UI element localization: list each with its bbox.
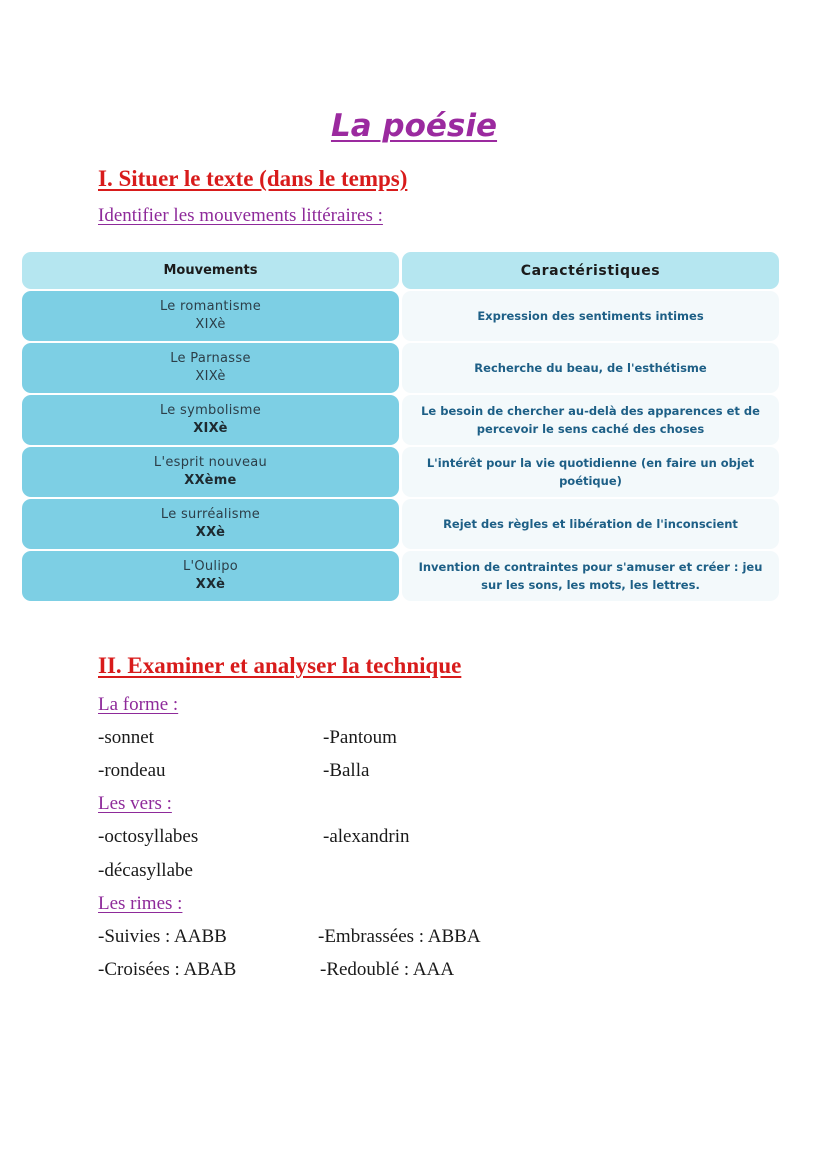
movement-name: Le Parnasse <box>170 351 251 366</box>
characteristic-cell: Invention de contraintes pour s'amuser et créer : jeu sur les sons, les mots, les lettres. <box>402 551 779 601</box>
list-item: -décasyllabe <box>98 860 193 881</box>
list-item: -rondeau <box>98 760 166 781</box>
movement-cell <box>22 447 399 497</box>
characteristic-cell: Expression des sentiments intimes <box>402 291 779 341</box>
table-row <box>22 291 780 341</box>
table-row <box>22 499 780 549</box>
movement-cell <box>22 343 399 393</box>
movement-era: XIXè <box>195 317 226 332</box>
table-row <box>22 447 780 497</box>
movement-cell <box>22 395 399 445</box>
movement-era: XIXè <box>195 369 226 384</box>
table-row <box>22 343 780 393</box>
header-caracteristiques: Caractéristiques <box>402 252 779 289</box>
header-mouvements: Mouvements <box>22 252 399 289</box>
list-item: -octosyllabes <box>98 826 199 847</box>
section-1-subheading: Identifier les mouvements littéraires : <box>98 205 383 226</box>
list-item: -Suivies : AABB <box>98 926 227 947</box>
vers-label: Les vers : <box>98 793 172 814</box>
list-item: -Redoublé : AAA <box>320 959 455 980</box>
movement-name: Le romantisme <box>159 299 262 314</box>
movement-name: Le surréalisme <box>160 507 261 522</box>
movement-name: Le symbolisme <box>159 403 262 418</box>
table-row <box>22 551 780 601</box>
list-item: -alexandrin <box>323 826 410 847</box>
section-1-heading: I. Situer le texte (dans le temps) <box>98 166 408 191</box>
movement-era: XIXè <box>193 421 228 436</box>
movement-name: L'Oulipo <box>182 559 239 574</box>
forme-label: La forme : <box>98 694 179 715</box>
list-item: -Embrassées : ABBA <box>318 926 481 947</box>
list-item: -Pantoum <box>323 727 397 748</box>
section-2-heading: II. Examiner et analyser la technique <box>98 653 462 678</box>
page-title: La poésie <box>330 108 498 144</box>
list-item: -Croisées : ABAB <box>98 959 237 980</box>
rimes-label: Les rimes : <box>98 893 183 914</box>
table-row <box>22 395 780 445</box>
characteristic-cell: Rejet des règles et libération de l'inconscient <box>402 499 779 549</box>
movement-era: XXème <box>184 473 237 488</box>
list-item: -sonnet <box>98 727 154 748</box>
characteristic-cell: Le besoin de chercher au-delà des apparences et de percevoir le sens caché des choses <box>402 395 779 445</box>
movement-era: XXè <box>195 525 226 540</box>
movement-era: XXè <box>195 577 226 592</box>
movement-cell <box>22 499 399 549</box>
movement-cell <box>22 291 399 341</box>
characteristic-cell: Recherche du beau, de l'esthétisme <box>402 343 779 393</box>
list-item: -Balla <box>323 760 370 781</box>
characteristic-cell: L'intérêt pour la vie quotidienne (en faire un objet poétique) <box>402 447 779 497</box>
movement-name: L'esprit nouveau <box>153 455 268 470</box>
movement-cell <box>22 551 399 601</box>
